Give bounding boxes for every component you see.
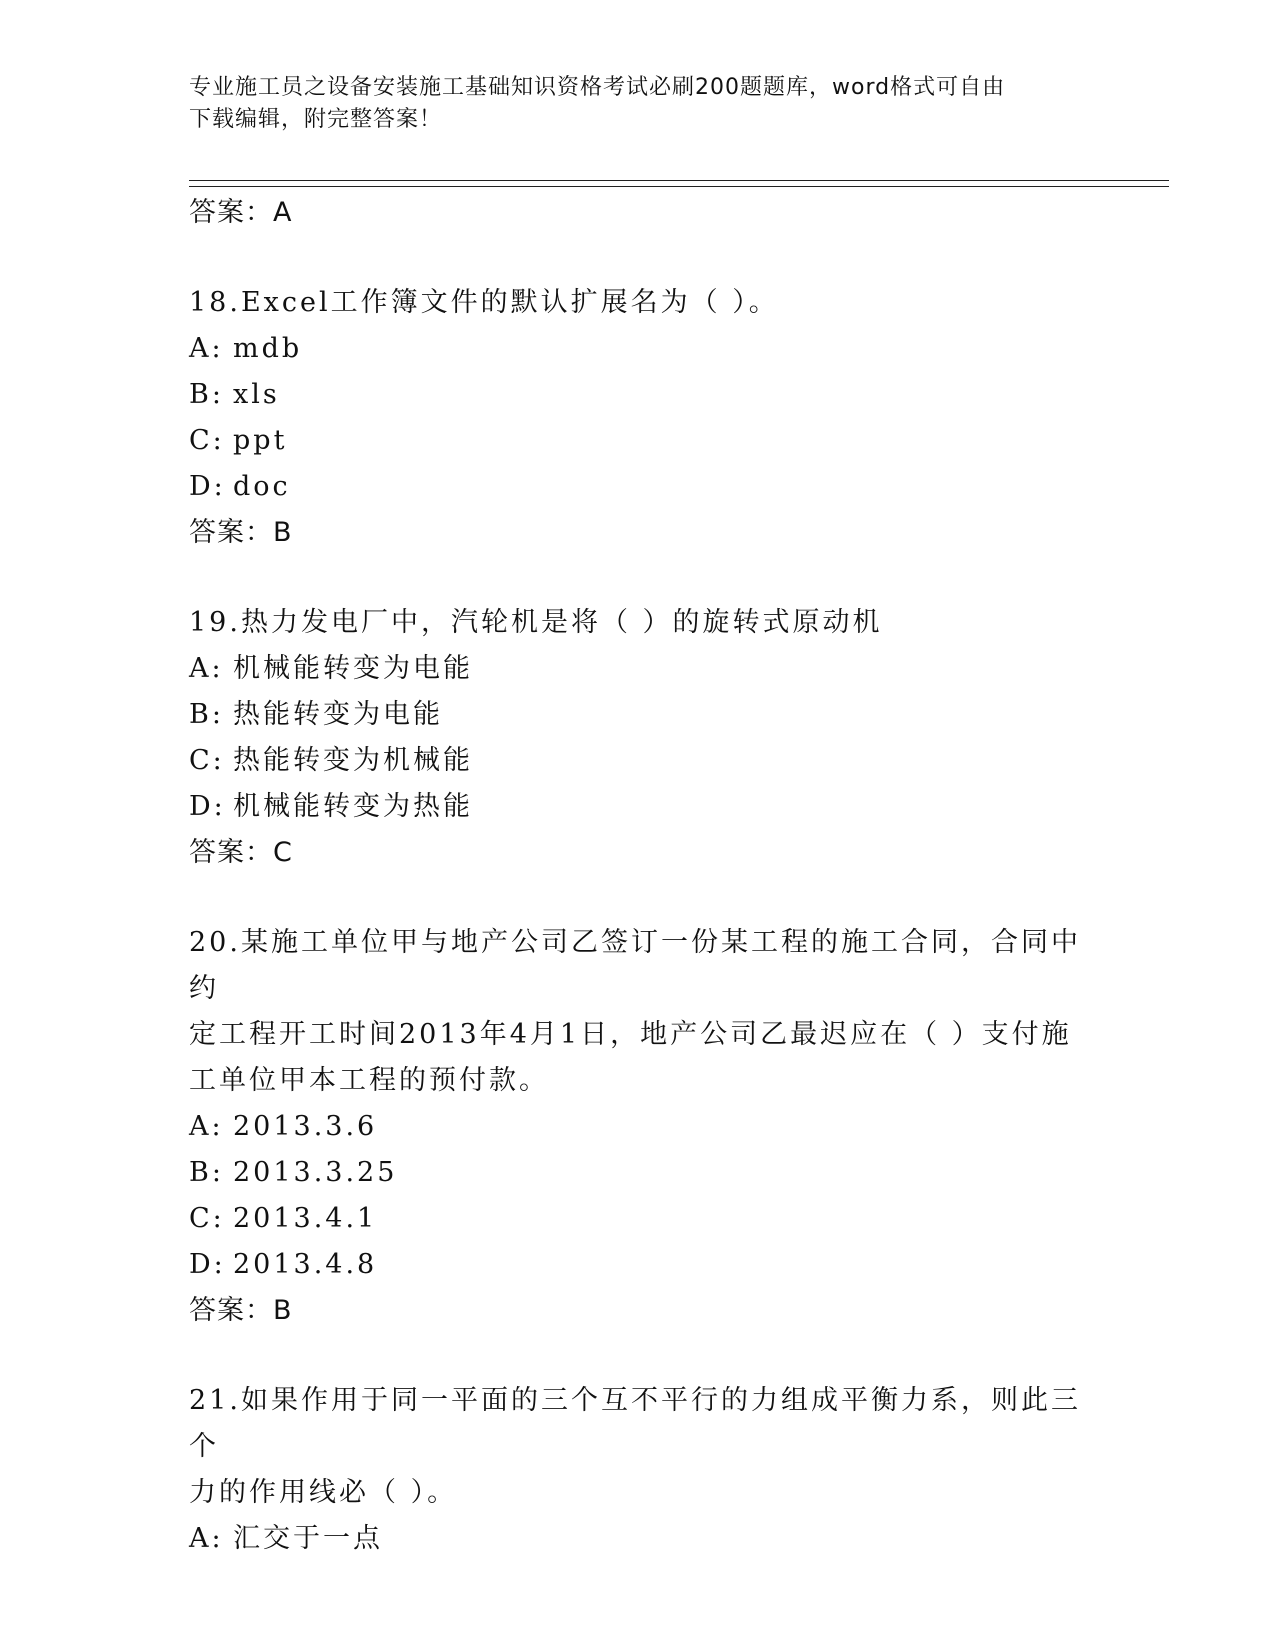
- option-a: A: 机械能转变为电能: [189, 653, 473, 684]
- option-c: C: 热能转变为机械能: [189, 745, 473, 776]
- question-text-line: 力的作用线必（ ）。: [189, 1477, 458, 1508]
- question-block: [189, 1378, 1089, 1562]
- header-title-line-1: 专业施工员之设备安装施工基础知识资格考试必刷200题题库，word格式可自由: [189, 75, 1006, 100]
- question-block: [189, 280, 1089, 556]
- document-body: [189, 190, 1089, 1562]
- answer-line: 答案：C: [189, 837, 293, 868]
- answer-line: 答案：B: [189, 517, 293, 548]
- question-text: 19.热力发电厂中，汽轮机是将（ ）的旋转式原动机: [189, 607, 883, 638]
- header-divider: [189, 180, 1169, 187]
- option-a: A: 汇交于一点: [189, 1523, 383, 1554]
- header-title-line-2: 下载编辑，附完整答案！: [189, 107, 443, 132]
- option-d: D: doc: [189, 471, 291, 502]
- answer-line: 答案：A: [189, 197, 293, 228]
- question-text-line: 定工程开工时间2013年4月1日，地产公司乙最迟应在（ ）支付施: [189, 1019, 1072, 1050]
- option-b: B: xls: [189, 379, 280, 410]
- question-block: [189, 600, 1089, 876]
- question-text-line: 工单位甲本工程的预付款。: [189, 1065, 549, 1096]
- document-header: [189, 72, 1079, 136]
- option-d: D: 机械能转变为热能: [189, 791, 473, 822]
- option-c: C: 2013.4.1: [189, 1203, 378, 1234]
- option-a: A: 2013.3.6: [189, 1111, 378, 1142]
- question-block: [189, 920, 1089, 1334]
- option-b: B: 2013.3.25: [189, 1157, 398, 1188]
- answer-line: 答案：B: [189, 1295, 293, 1326]
- question-text-line: 20.某施工单位甲与地产公司乙签订一份某工程的施工合同，合同中约: [189, 927, 1081, 1004]
- option-d: D: 2013.4.8: [189, 1249, 378, 1280]
- option-a: A: mdb: [189, 333, 303, 364]
- question-text: 18.Excel工作簿文件的默认扩展名为（ ）。: [189, 287, 779, 318]
- question-text-line: 21.如果作用于同一平面的三个互不平行的力组成平衡力系，则此三个: [189, 1385, 1081, 1462]
- option-b: B: 热能转变为电能: [189, 699, 443, 730]
- option-c: C: ppt: [189, 425, 288, 456]
